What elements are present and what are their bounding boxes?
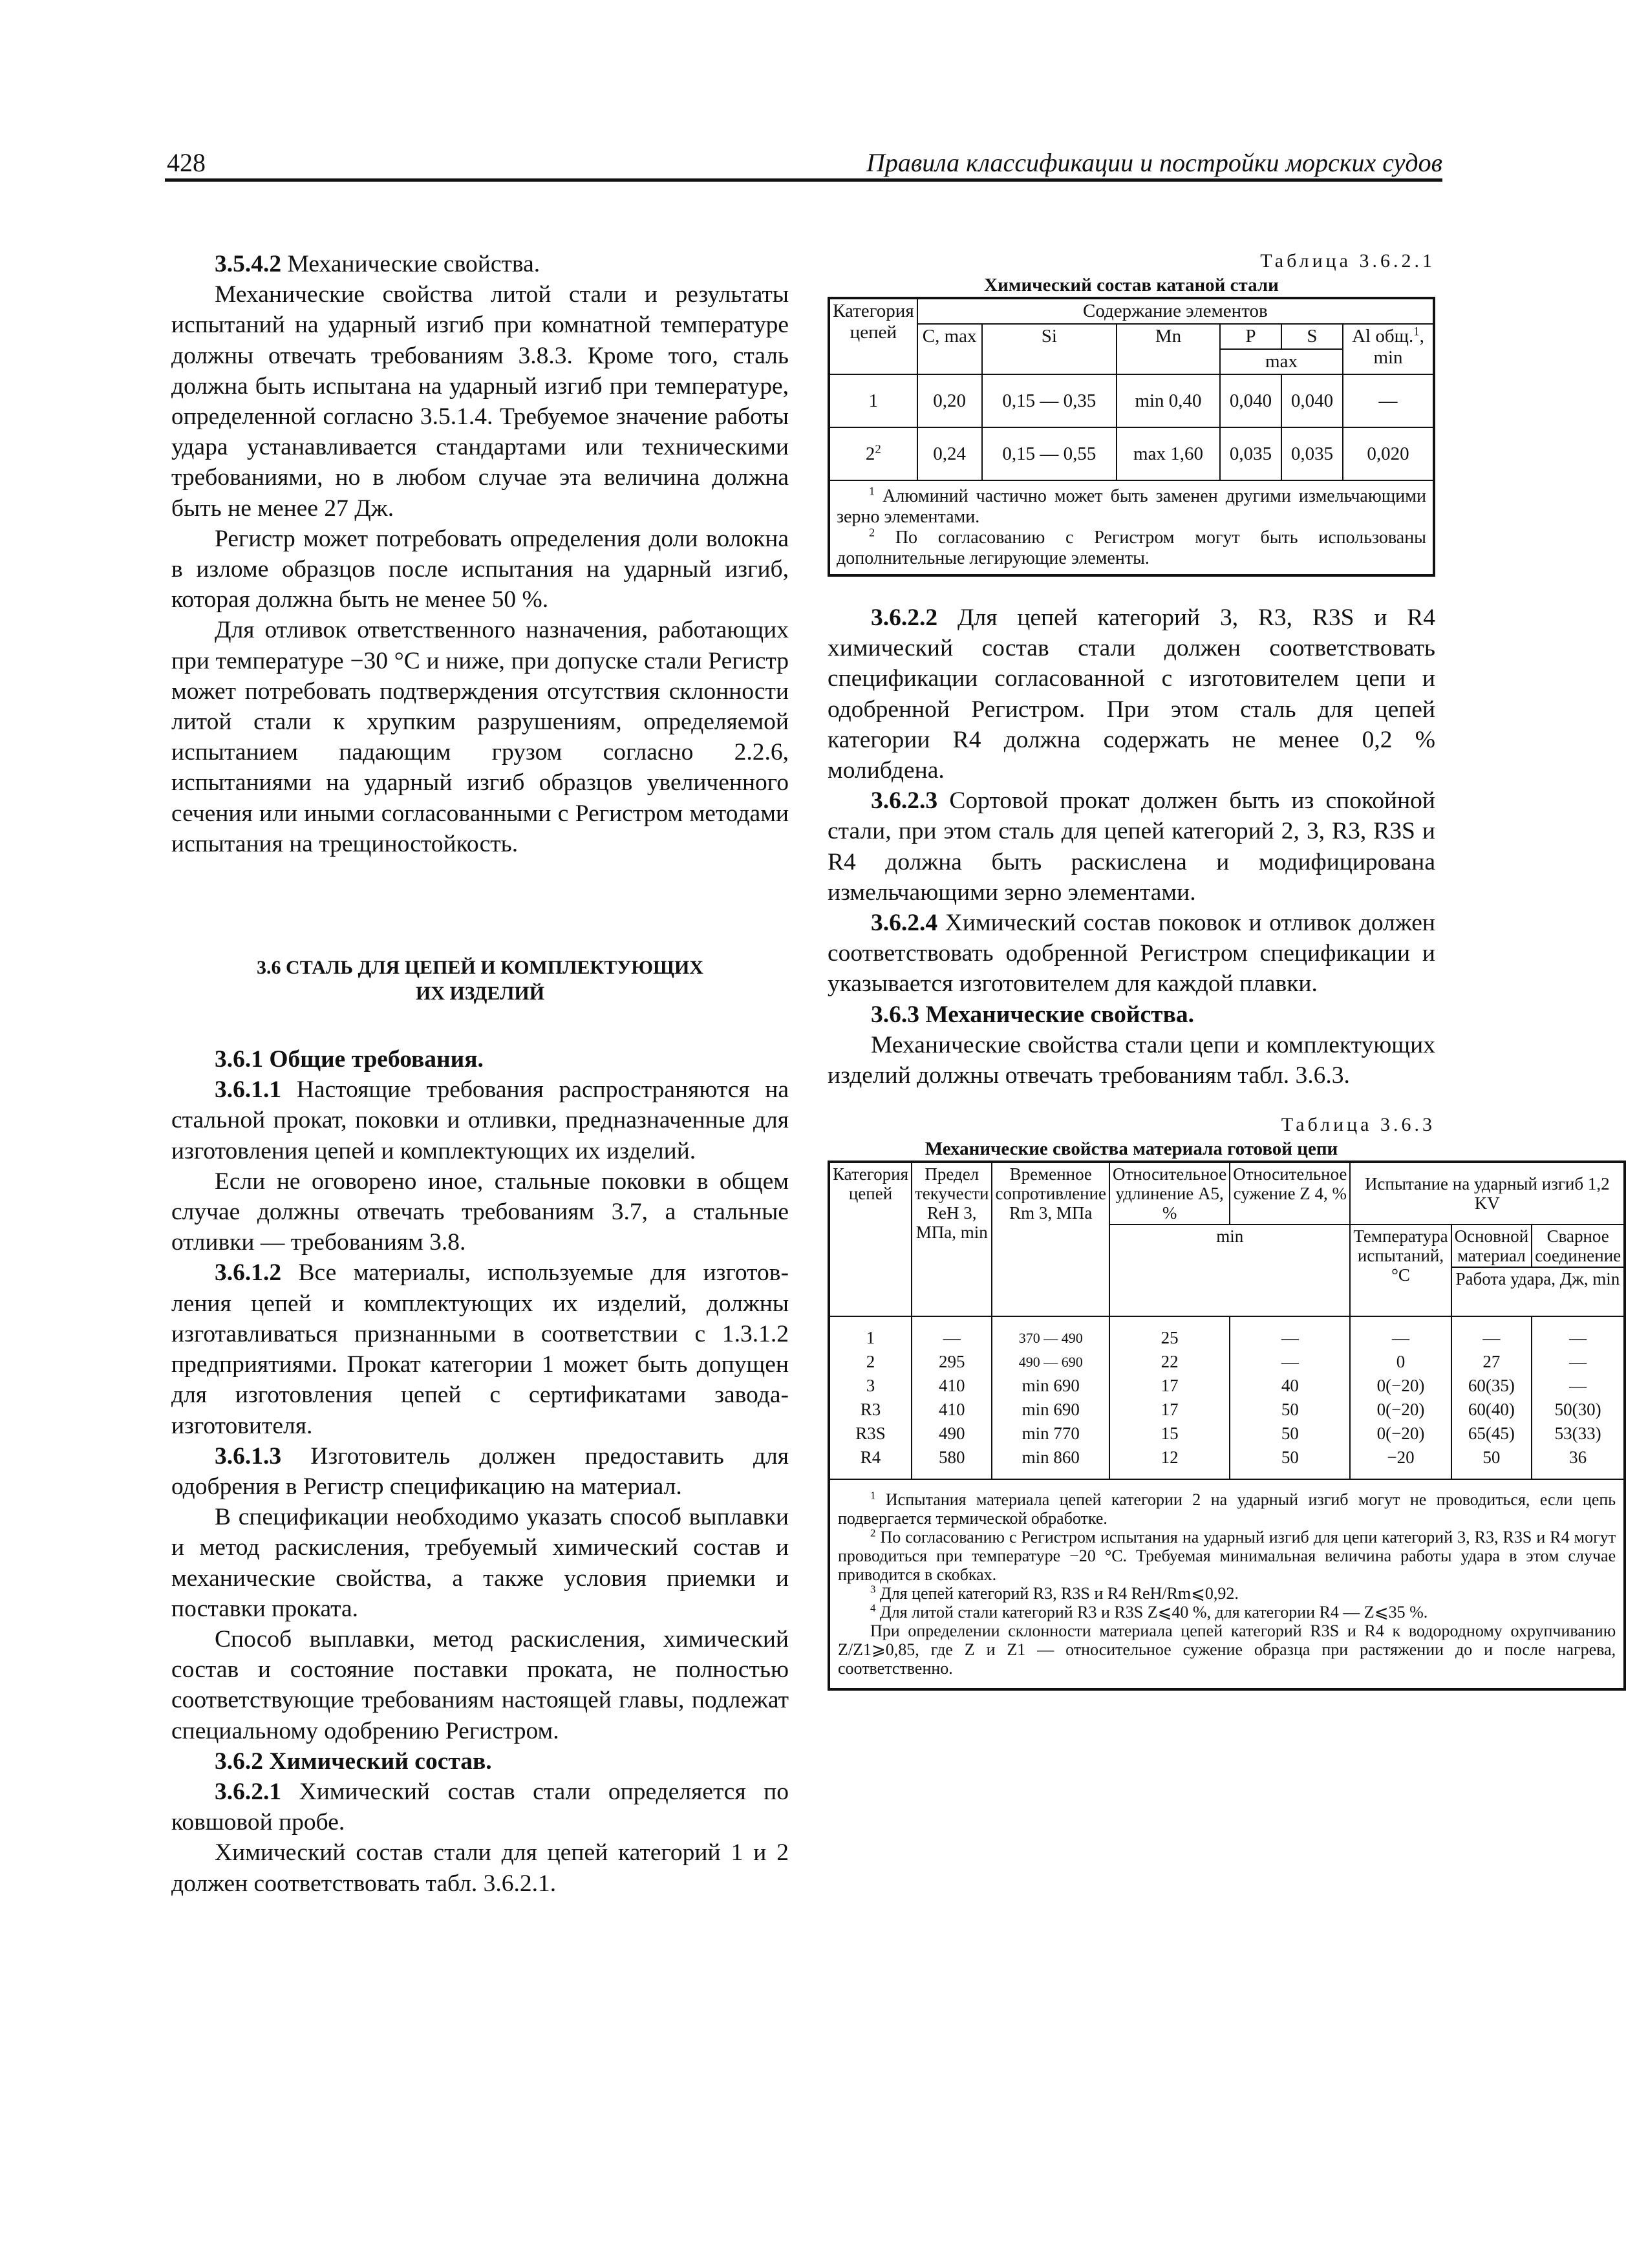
paragraph-3613: 3.6.1.3 Изготовитель должен предоставить для одобрения в Регистр спецификацию на материал. xyxy=(171,1442,789,1500)
table-header: Категория цепей xyxy=(829,298,917,374)
table-header: Работа удара, Дж, min xyxy=(1451,1267,1625,1316)
mechanical-properties-table xyxy=(828,1161,1626,1691)
paragraph-3623: 3.6.2.3 Сортовой прокат должен быть из спокойной стали, при этом сталь для цепей категорий 2, 3, R3, R3S и R4 должна быть раскислена и модифицирована измельчающими зерно элементами. xyxy=(828,787,1435,906)
paragraph: Если не оговорено иное, стальные поковки в общем случае должны отвечать требованиям 3.7, а стальные отливки — требованиям 3.8. xyxy=(171,1168,789,1256)
table-header: Содержание элементов xyxy=(917,298,1434,324)
table-header: Si xyxy=(982,324,1117,374)
paragraph: Механические свойства литой стали и результаты испытаний на ударный изгиб при комнатной температуре должны отвечать требованиям 3.8.3. Кроме того, сталь должна быть испытана на ударный изгиб при температуре, определенной согласно 3.5.1.4. Требуемое значение работы удара устанавливается стандартами или техническими требованиями, но в любом случае эта величина должна быть не менее 27 Дж. xyxy=(171,281,789,522)
table2-title: Механические свойства материала готовой цепи xyxy=(925,1139,1338,1160)
running-title: Правила классификации и постройки морских судов xyxy=(866,148,1442,177)
table-header: Относительное удлинение A5, % xyxy=(1109,1162,1230,1225)
table-row: $2^2$ 0,24 0,15 — 0,55 max 1,60 0,035 0,035 0,020 xyxy=(829,427,1434,480)
table-header: С, max xyxy=(917,324,982,374)
table-row: 1 0,20 0,15 — 0,35 min 0,40 0,040 0,040 — xyxy=(829,374,1434,427)
table-header: max xyxy=(1220,349,1343,374)
paragraph: Регистр может потребовать определения доли волокна в изломе образцов после испытания на ударный изгиб, которая должна быть не менее 50 %. xyxy=(171,525,789,614)
table-footnotes: $^1$ Алюминий частично может быть заменен другими измельчающими зерно элементами. $^2$ По согласованию с Регистром могут быть использованы дополнительные легирующие элементы. xyxy=(829,480,1434,575)
paragraph-3624: 3.6.2.4 Химический состав поковок и отливок должен соответствовать одобренной Регистром спецификации и указывается изготовителем для каждой плавки. xyxy=(828,910,1435,998)
table-header: Относительное сужение Z 4, % xyxy=(1230,1162,1350,1225)
table-header: Предел текучести ReH 3, МПа, min xyxy=(912,1162,992,1316)
table-header: min xyxy=(1109,1225,1350,1316)
table-header: P xyxy=(1220,324,1281,349)
table-header: Температура испытаний, °С xyxy=(1350,1225,1451,1316)
table-header: Al общ.$^1$, min xyxy=(1343,324,1434,374)
table1-caption: Таблица 3.6.2.1 xyxy=(1260,250,1435,272)
table-header: S xyxy=(1281,324,1343,349)
heading-363: 3.6.3 Механические свойства. xyxy=(871,1001,1194,1028)
table-body: 1 2 3 R3 R3S R4 — 295 410 410 490 580 370 — 490 490 — 690 min 690 min 690 min 770 min 860 25 22 17 17 15 12 — — 40 50 50 50 — 0 0(−20) 0(−20) 0(−20) −20 — 27 60(35) 60(40) 65(45) 50 — — — 50(30) 53(33) 36 xyxy=(829,1316,1625,1479)
paragraph-3622: 3.6.2.2 Для цепей категорий 3, R3, R3S и R4 химический состав стали должен соответствовать спецификации согласованной с изготовителем цепи и одобренной Регистром. При этом сталь для цепей категории R4 должна содержать не менее 0,2 % молибдена. xyxy=(828,604,1435,784)
paragraph-3621: 3.6.2.1 Химический состав стали определяется по ковшовой пробе. xyxy=(171,1778,789,1836)
table-header: Временное сопротивление Rm 3, МПа xyxy=(992,1162,1109,1316)
page-number: 428 xyxy=(167,148,206,177)
table2-caption: Таблица 3.6.3 xyxy=(1281,1114,1435,1136)
paragraph: Для отливок ответственного назначения, работающих при температуре −30 °С и ниже, при допуске стали Регистр может потребовать подтверждения отсутствия склонности литой стали к хрупким разрушениям, определяемой испытанием падающим грузом согласно 2.2.6, испытаниями на ударный изгиб образцов увеличенного сечения или иными согласованными с Регистром методами испытания на трещиностойкость. xyxy=(171,617,789,857)
table-header: Испытание на ударный изгиб 1,2 KV xyxy=(1350,1162,1625,1225)
paragraph-3542: 3.5.4.2 Механические свойства. xyxy=(215,251,540,277)
header-rule xyxy=(165,178,1442,182)
table-footnotes: $^1$ Испытания материала цепей категории 2 на ударный изгиб могут не проводиться, если цепь подвергается термической обработке. $^2$ По согласованию с Регистром испытания на ударный изгиб для цепи категорий 3, R3, R3S и R4 могут проводиться при температуре −20 °С. Требуемая минимальная величина работы удара в этом случае приводится в скобках. $^3$ Для цепей категорий R3, R3S и R4 ReH/Rm⩽0,92. $^4$ Для литой стали категорий R3 и R3S Z⩽40 %, для категории R4 — Z⩽35 %. При определении склонности материала цепей категорий R3S и R4 к водородному охрупчиванию Z/Z1⩾0,85, где Z и Z1 — относительное сужение образца при растяжении до и после нагрева, соответственно. xyxy=(829,1479,1625,1689)
table-header: Сварное соединение xyxy=(1532,1225,1625,1267)
right-column xyxy=(828,249,1621,1691)
chemical-composition-table xyxy=(828,297,1435,577)
table-header: Mn xyxy=(1117,324,1220,374)
table-header: Категория цепей xyxy=(829,1162,912,1316)
table1-title: Химический состав катаной стали xyxy=(984,275,1279,295)
paragraph-3611: 3.6.1.1 Настоящие требования распространяются на стальной прокат, поковки и отливки, предназначенные для изготовления цепей и комплектующих их изделий. xyxy=(171,1076,789,1164)
paragraph: Химический состав стали для цепей категорий 1 и 2 должен соответствовать табл. 3.6.2.1. xyxy=(171,1839,789,1897)
paragraph: Механические свойства стали цепи и комплектующих изделий должны отвечать требованиям табл. 3.6.3. xyxy=(828,1031,1435,1089)
heading-362: 3.6.2 Химический состав. xyxy=(215,1748,492,1775)
heading-361: 3.6.1 Общие требования. xyxy=(215,1046,484,1073)
paragraph: В спецификации необходимо указать способ выплавки и метод раскисления, требуемый химический состав и механические свойства, а также условия приемки и поставки проката. xyxy=(171,1504,789,1622)
paragraph-3612: 3.6.1.2 Все материалы, используемые для изготов-ления цепей и комплектующих их изделий, должны изготавливаться признанными в соответствии с 1.3.1.2 предприятиями. Прокат категории 1 может быть допущен для изготовления цепей с сертификатами завода-изготовителя. xyxy=(171,1259,789,1439)
paragraph: Способ выплавки, метод раскисления, химический состав и состояние поставки проката, не полностью соответствующие требованиям настоящей главы, подлежат специальному одобрению Регистром. xyxy=(171,1625,789,1744)
left-column xyxy=(171,249,789,1899)
table-header: Основной материал xyxy=(1451,1225,1532,1267)
section-title: 3.6 СТАЛЬ ДЛЯ ЦЕПЕЙ И КОМПЛЕКТУЮЩИХ ИХ ИЗДЕЛИЙ xyxy=(257,957,703,1005)
